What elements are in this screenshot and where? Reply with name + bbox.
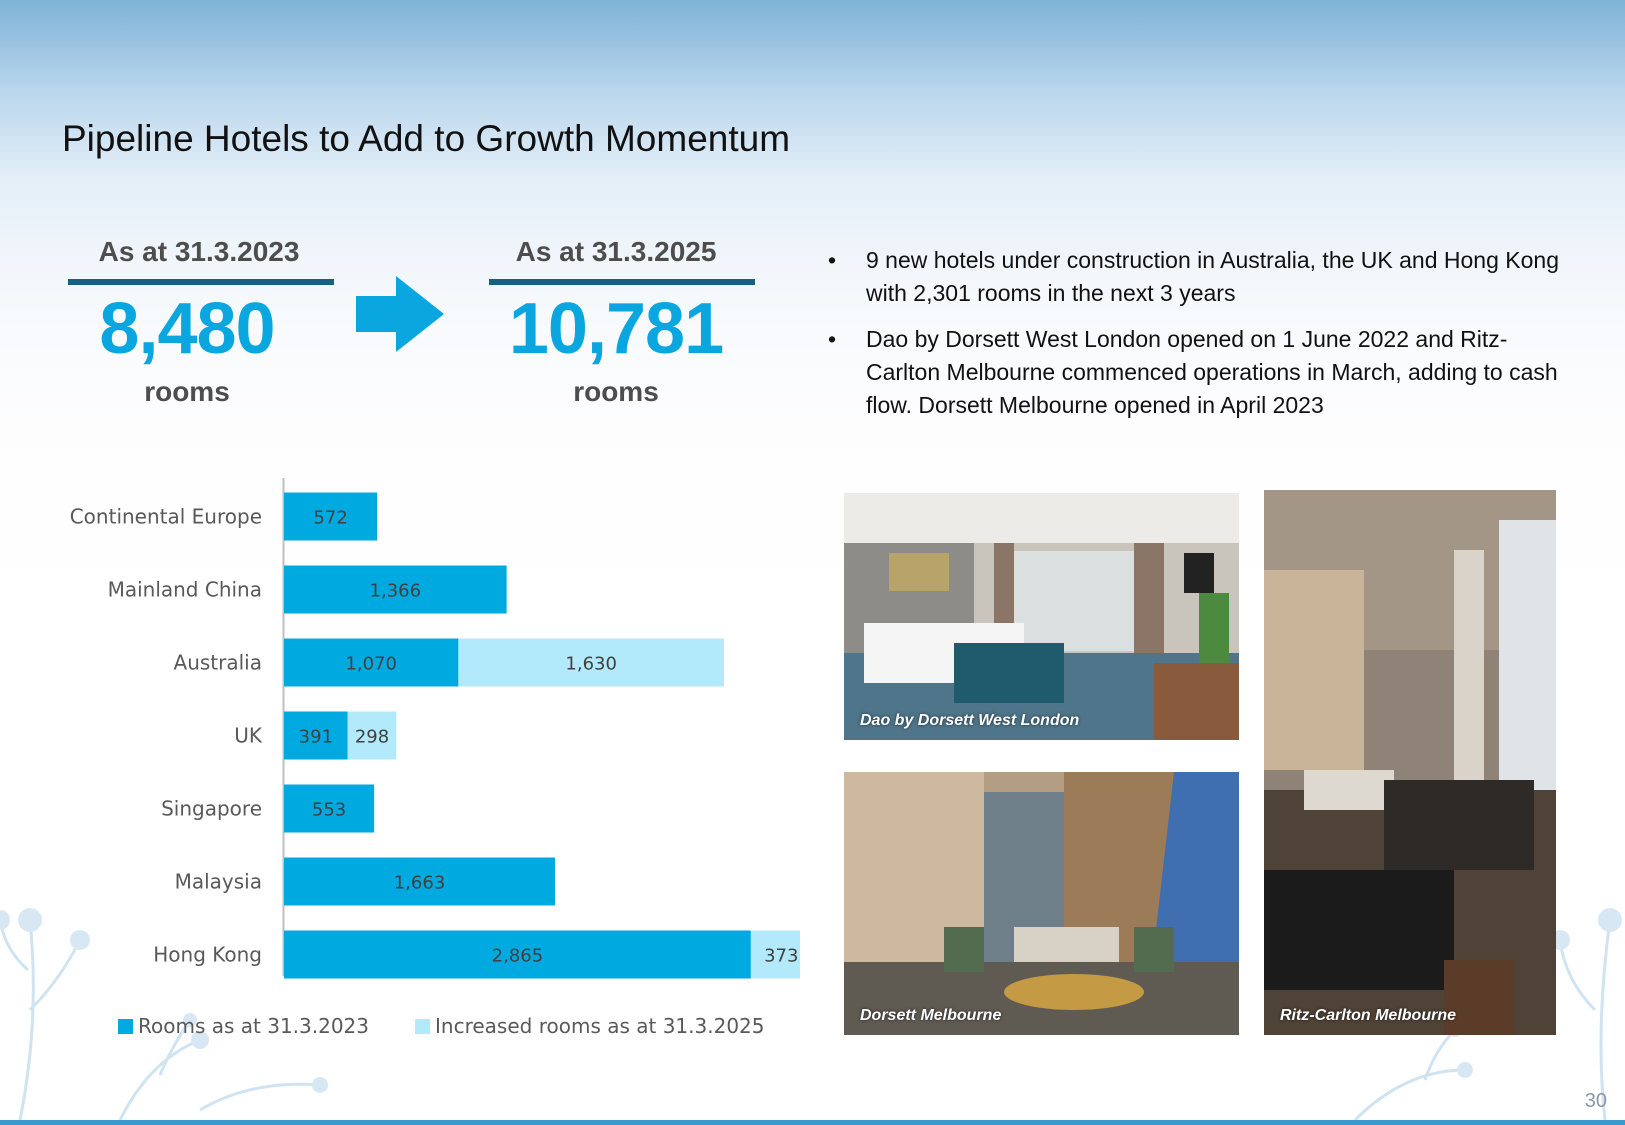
- photo-caption: Dorsett Melbourne: [860, 1007, 1002, 1024]
- category-label: Singapore: [161, 796, 262, 821]
- category-label: Continental Europe: [69, 504, 262, 529]
- photo-dorsett-melbourne: [844, 772, 1239, 1035]
- category-label: UK: [234, 723, 262, 748]
- stat-before-unit: rooms: [144, 376, 230, 407]
- bullet-text: 9 new hotels under construction in Australia, the UK and Hong Kong with 2,301 rooms in the next 3 years: [866, 247, 1559, 306]
- category-label: Malaysia: [174, 869, 262, 894]
- page-title: Pipeline Hotels to Add to Growth Momentum: [62, 118, 791, 159]
- rooms-bar-chart: [40, 470, 800, 1000]
- stat-after-heading: As at 31.3.2025: [515, 236, 717, 267]
- data-label: 1,663: [393, 872, 446, 894]
- legend-swatch: [415, 1019, 430, 1034]
- legend-label: Rooms as at 31.3.2023: [138, 1014, 370, 1038]
- chart-legend: [118, 1014, 765, 1038]
- bullet-marker: •: [828, 326, 837, 352]
- right-arrow-icon: [356, 276, 444, 352]
- page-number: 30: [1584, 1090, 1607, 1112]
- data-label: 373: [764, 945, 799, 967]
- stat-before-value: 8,480: [99, 289, 275, 369]
- photo-dao-by-dorsett-west-london: [844, 493, 1239, 740]
- legend-item: [415, 1014, 764, 1038]
- stat-after-value: 10,781: [508, 289, 724, 369]
- legend-swatch: [118, 1019, 133, 1034]
- data-label: 2,865: [491, 945, 544, 967]
- data-label: 391: [298, 726, 334, 748]
- bullet-item: [828, 244, 1568, 310]
- bullet-item: [828, 323, 1568, 422]
- legend-item: [118, 1014, 369, 1038]
- data-label: 298: [354, 726, 390, 748]
- stat-after-divider: [489, 279, 755, 285]
- photo-ritz-carlton-melbourne: [1264, 490, 1556, 1035]
- bottom-band: [0, 1120, 1625, 1125]
- data-label: 553: [311, 799, 347, 821]
- data-label: 1,070: [345, 653, 397, 675]
- legend-label: Increased rooms as at 31.3.2025: [435, 1014, 765, 1038]
- bullet-text: Dao by Dorsett West London opened on 1 June 2022 and Ritz-Carlton Melbourne commenced operations in March, adding to cash flow. Dorsett Melbourne opened in April 2023: [866, 326, 1558, 418]
- category-label: Mainland China: [107, 577, 262, 602]
- photo-caption: Dao by Dorsett West London: [860, 712, 1080, 729]
- category-label: Australia: [173, 650, 262, 675]
- stat-before-divider: [68, 279, 334, 285]
- stat-after-unit: rooms: [573, 376, 659, 407]
- data-label: 572: [313, 507, 348, 529]
- category-label: Hong Kong: [153, 942, 262, 967]
- data-label: 1,630: [565, 653, 617, 675]
- photo-caption: Ritz-Carlton Melbourne: [1280, 1007, 1456, 1024]
- stat-before-heading: As at 31.3.2023: [98, 236, 300, 267]
- data-label: 1,366: [369, 580, 422, 602]
- bullet-marker: •: [828, 247, 837, 273]
- bullet-list: [828, 244, 1568, 435]
